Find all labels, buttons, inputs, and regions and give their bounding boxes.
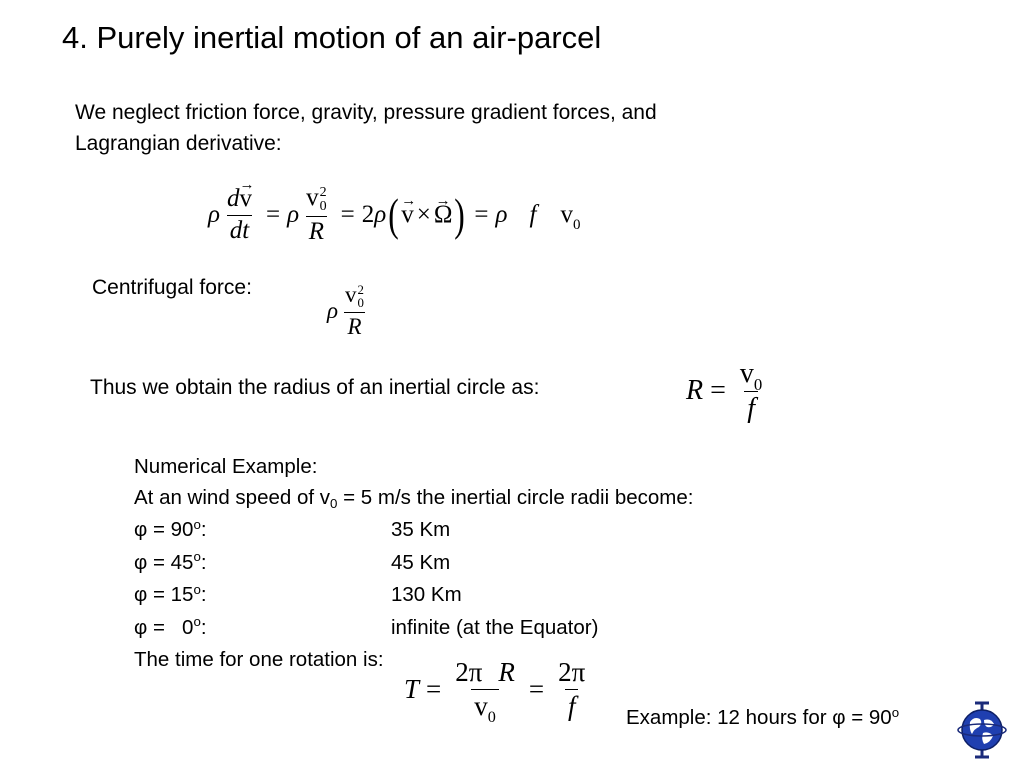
f-symbol: f <box>567 690 576 721</box>
zero-subscript: 0 <box>330 496 338 512</box>
v-vector: → v <box>240 186 253 212</box>
intro-line-1: We neglect friction force, gravity, pressure gradient forces, and <box>75 101 657 124</box>
v-symbol: v <box>739 358 754 390</box>
equals-sign: = <box>426 673 442 704</box>
latitude-row <box>134 580 693 613</box>
v-symbol: v <box>560 201 573 228</box>
r-symbol: R <box>498 657 515 688</box>
radius-value: 35 Km <box>391 518 451 541</box>
equals-sign: = <box>528 673 545 704</box>
latitude-label: φ = 15 <box>134 583 194 606</box>
equals-sign: = <box>340 201 355 228</box>
f-symbol: f <box>747 392 755 424</box>
rho-symbol: ρ <box>327 298 339 323</box>
centrifugal-equation <box>327 278 371 344</box>
latitude-label: φ = 45 <box>134 550 194 574</box>
degree-superscript: o <box>193 614 201 630</box>
equals-sign: = <box>266 201 281 228</box>
left-paren: ( <box>388 189 399 240</box>
degree-superscript: o <box>193 549 201 565</box>
radius-value: 45 Km <box>391 550 451 574</box>
rotation-time-label: The time for one rotation is: <box>134 648 384 671</box>
example-heading: Numerical Example: <box>134 455 318 478</box>
v-symbol: v <box>345 282 357 308</box>
rho-symbol: ρ <box>374 201 387 228</box>
latitude-row <box>134 548 693 581</box>
v0-over-f-fraction <box>737 359 765 423</box>
colon: : <box>200 583 207 606</box>
rho-symbol: ρ <box>495 201 508 228</box>
r-symbol: R <box>347 313 362 339</box>
v-symbol: v <box>474 690 488 721</box>
squared-exponent: 2 <box>357 282 364 297</box>
period-example-text: Example: 12 hours for φ = 90 <box>626 706 892 729</box>
squared-exponent: 2 <box>319 184 327 200</box>
colon: : <box>200 550 207 574</box>
slide-title: 4. Purely inertial motion of an air-parcel <box>62 20 602 55</box>
numerical-example <box>134 452 693 676</box>
colon: : <box>200 518 207 541</box>
momentum-equation <box>208 180 580 250</box>
equals-sign: = <box>474 201 489 228</box>
latitude-row <box>134 613 693 646</box>
right-paren: ) <box>454 189 466 240</box>
zero-subscript: 0 <box>357 295 364 310</box>
r-symbol: R <box>686 375 704 406</box>
latitude-row <box>134 515 693 548</box>
v-vector: → v <box>401 201 414 229</box>
omega-vector: → Ω <box>434 201 453 229</box>
centrifugal-label: Centrifugal force: <box>92 276 252 299</box>
intro-text <box>75 97 657 159</box>
two-pi-over-f-fraction <box>555 658 588 720</box>
radius-equation <box>686 352 769 430</box>
dv-dt-fraction <box>224 186 255 244</box>
f-symbol: f <box>529 201 537 228</box>
cross-symbol: × <box>416 201 431 228</box>
two-pi-symbol: 2π <box>455 657 483 688</box>
rho-symbol: ρ <box>208 201 220 228</box>
period-example-note <box>626 706 899 730</box>
intro-line-2: Lagrangian derivative: <box>75 132 282 155</box>
radius-value: infinite (at the Equator) <box>391 615 599 639</box>
v0-squared-over-r-fraction <box>303 185 330 245</box>
period-equation <box>404 650 592 728</box>
latitude-label: φ = 90 <box>134 518 194 541</box>
globe-logo-icon <box>956 700 1008 760</box>
latitude-label: φ = 0 <box>134 615 194 639</box>
zero-subscript: 0 <box>753 374 763 394</box>
equals-sign: = <box>710 375 726 406</box>
globe-logo-icon <box>956 700 1008 760</box>
degree-superscript: o <box>193 516 201 532</box>
speed-text: = 5 m/s the inertial circle radii become: <box>337 485 694 509</box>
radius-label: Thus we obtain the radius of an inertial circle as: <box>90 376 540 399</box>
two-symbol: 2 <box>361 201 375 228</box>
degree-superscript: o <box>193 581 201 597</box>
two-pi-r-over-v0-fraction <box>452 657 518 726</box>
speed-text: At an wind speed of v <box>134 485 331 509</box>
v0-squared-over-r-fraction <box>342 283 367 339</box>
two-pi-symbol: 2π <box>558 657 586 688</box>
zero-subscript: 0 <box>487 707 496 726</box>
colon: : <box>200 615 207 639</box>
zero-subscript: 0 <box>572 216 581 233</box>
radius-value: 130 Km <box>391 583 462 606</box>
degree-superscript: o <box>891 704 900 720</box>
wind-speed-line <box>134 483 693 516</box>
v-symbol: v <box>306 184 319 212</box>
d-symbol: d <box>227 185 240 213</box>
dt-symbol: dt <box>229 216 250 244</box>
zero-subscript: 0 <box>319 198 327 214</box>
r-symbol: R <box>308 217 324 245</box>
rho-symbol: ρ <box>287 201 300 228</box>
v0-term <box>560 201 581 233</box>
t-symbol: T <box>404 673 420 704</box>
